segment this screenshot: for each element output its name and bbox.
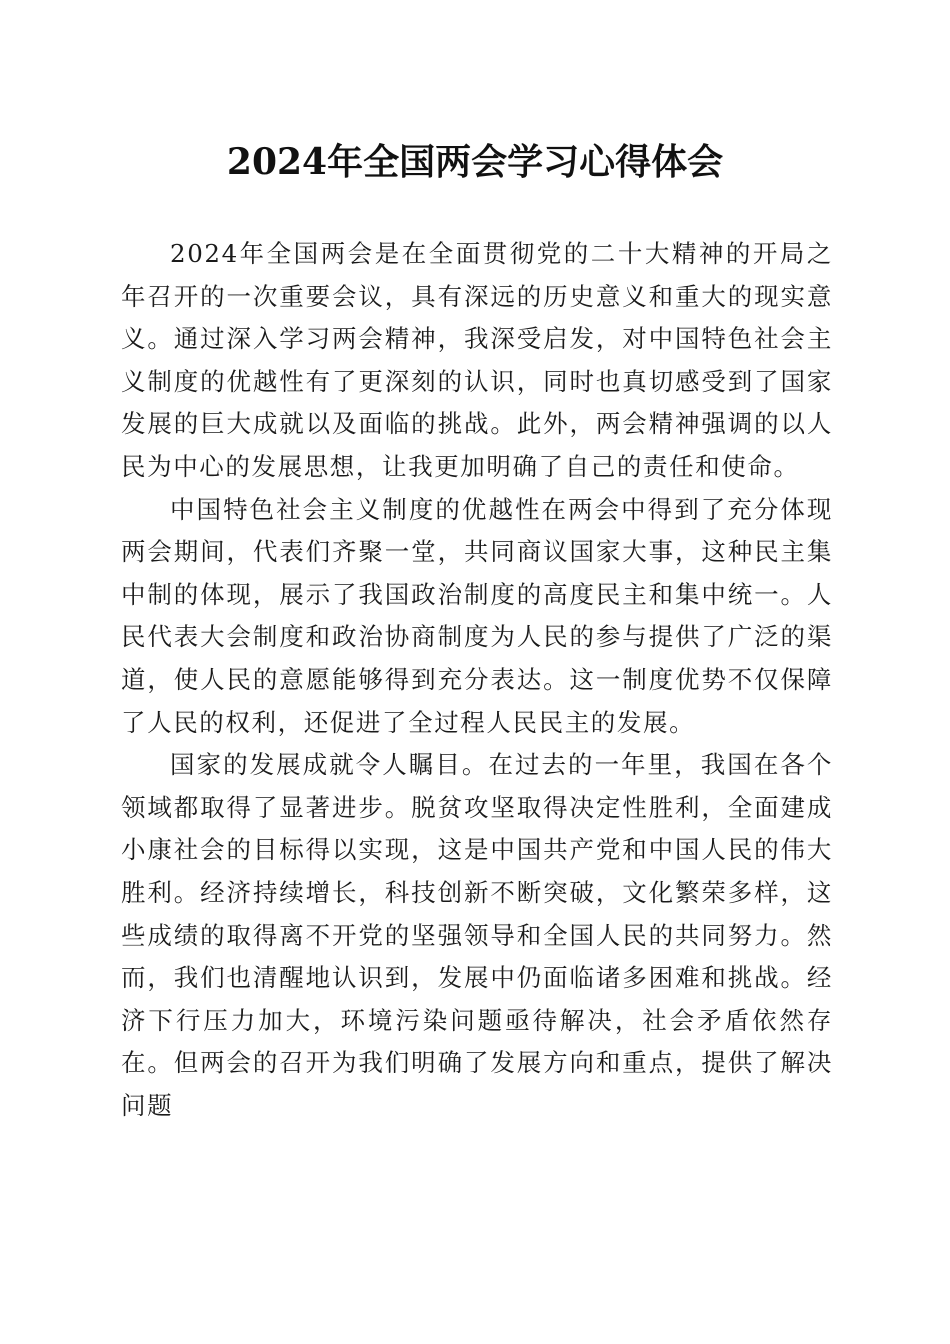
document-title: 2024年全国两会学习心得体会 <box>226 141 724 183</box>
paragraph-2: 中国特色社会主义制度的优越性在两会中得到了充分体现两会期间，代表们齐聚一堂，共同商议国家大事，这种民主集中制的体现，展示了我国政治制度的高度民主和集中统一。人民代表大会制度和政治协商制度为人民的参与提供了广泛的渠道，使人民的意愿能够得到充分表达。这一制度优势不仅保障了人民的权利，还促进了全过程人民民主的发展。 <box>121 494 833 737</box>
document-body <box>121 233 833 1127</box>
paragraph-1: 2024年全国两会是在全面贯彻党的二十大精神的开局之年召开的一次重要会议，具有深远的历史意义和重大的现实意义。通过深入学习两会精神，我深受启发，对中国特色社会主义制度的优越性有了更深刻的认识，同时也真切感受到了国家发展的巨大成就以及面临的挑战。此外，两会精神强调的以人民为中心的发展思想，让我更加明确了自己的责任和使命。 <box>121 239 833 481</box>
paragraph-3: 国家的发展成就令人瞩目。在过去的一年里，我国在各个领域都取得了显著进步。脱贫攻坚取得决定性胜利，全面建成小康社会的目标得以实现，这是中国共产党和中国人民的伟大胜利。经济持续增长，科技创新不断突破，文化繁荣多样，这些成绩的取得离不开党的坚强领导和全国人民的共同努力。然而，我们也清醒地认识到，发展中仍面临诸多困难和挑战。经济下行压力加大，环境污染问题亟待解决，社会矛盾依然存在。但两会的召开为我们明确了发展方向和重点，提供了解决问题 <box>121 750 833 1120</box>
